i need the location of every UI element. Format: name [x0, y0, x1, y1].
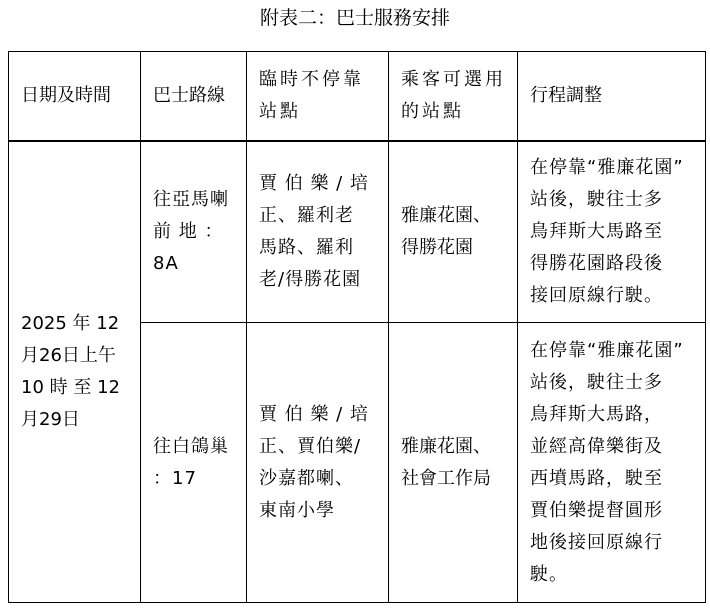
adjustment-cell: 在停靠“雅廉花園” 站後，駛往士多 鳥拜斯大馬路至 得勝花園路段後 接回原線行駛。	[518, 141, 706, 323]
adjustment-cell: 在停靠“雅廉花園” 站後，駛往士多 鳥拜斯大馬路， 並經高偉樂街及 西墳馬路，駛至 賈伯樂提督圓形 地後接回原線行 駛。	[518, 323, 706, 603]
table-row	[9, 141, 706, 323]
suspended-stops-cell: 賈 伯 樂 / 培 正、賈伯樂/ 沙嘉都喇、 東南小學	[247, 323, 389, 603]
route-cell: 往亞馬喇 前 地 ： 8A	[141, 141, 247, 323]
header-date-time: 日期及時間	[9, 52, 141, 141]
optional-stops-cell: 雅廉花園、 社會工作局	[389, 323, 518, 603]
suspended-stops-cell: 賈 伯 樂 / 培 正、羅利老 馬路、羅利 老/得勝花園	[247, 141, 389, 323]
date-time-cell: 2025 年 12 月26日上午 10 時 至 12 月29日	[9, 141, 141, 603]
header-adjustment: 行程調整	[518, 52, 706, 141]
bus-schedule-table	[8, 51, 706, 603]
document-title: 附表二：巴士服務安排	[259, 7, 450, 29]
table-header-row	[9, 52, 706, 141]
optional-stops-cell: 雅廉花園、 得勝花園	[389, 141, 518, 323]
header-suspended-stops: 臨時不停靠 站點	[247, 52, 389, 141]
header-route: 巴士路線	[141, 52, 247, 141]
route-cell: 往白鴿巢 ：17	[141, 323, 247, 603]
header-optional-stops: 乘客可選用 的站點	[389, 52, 518, 141]
